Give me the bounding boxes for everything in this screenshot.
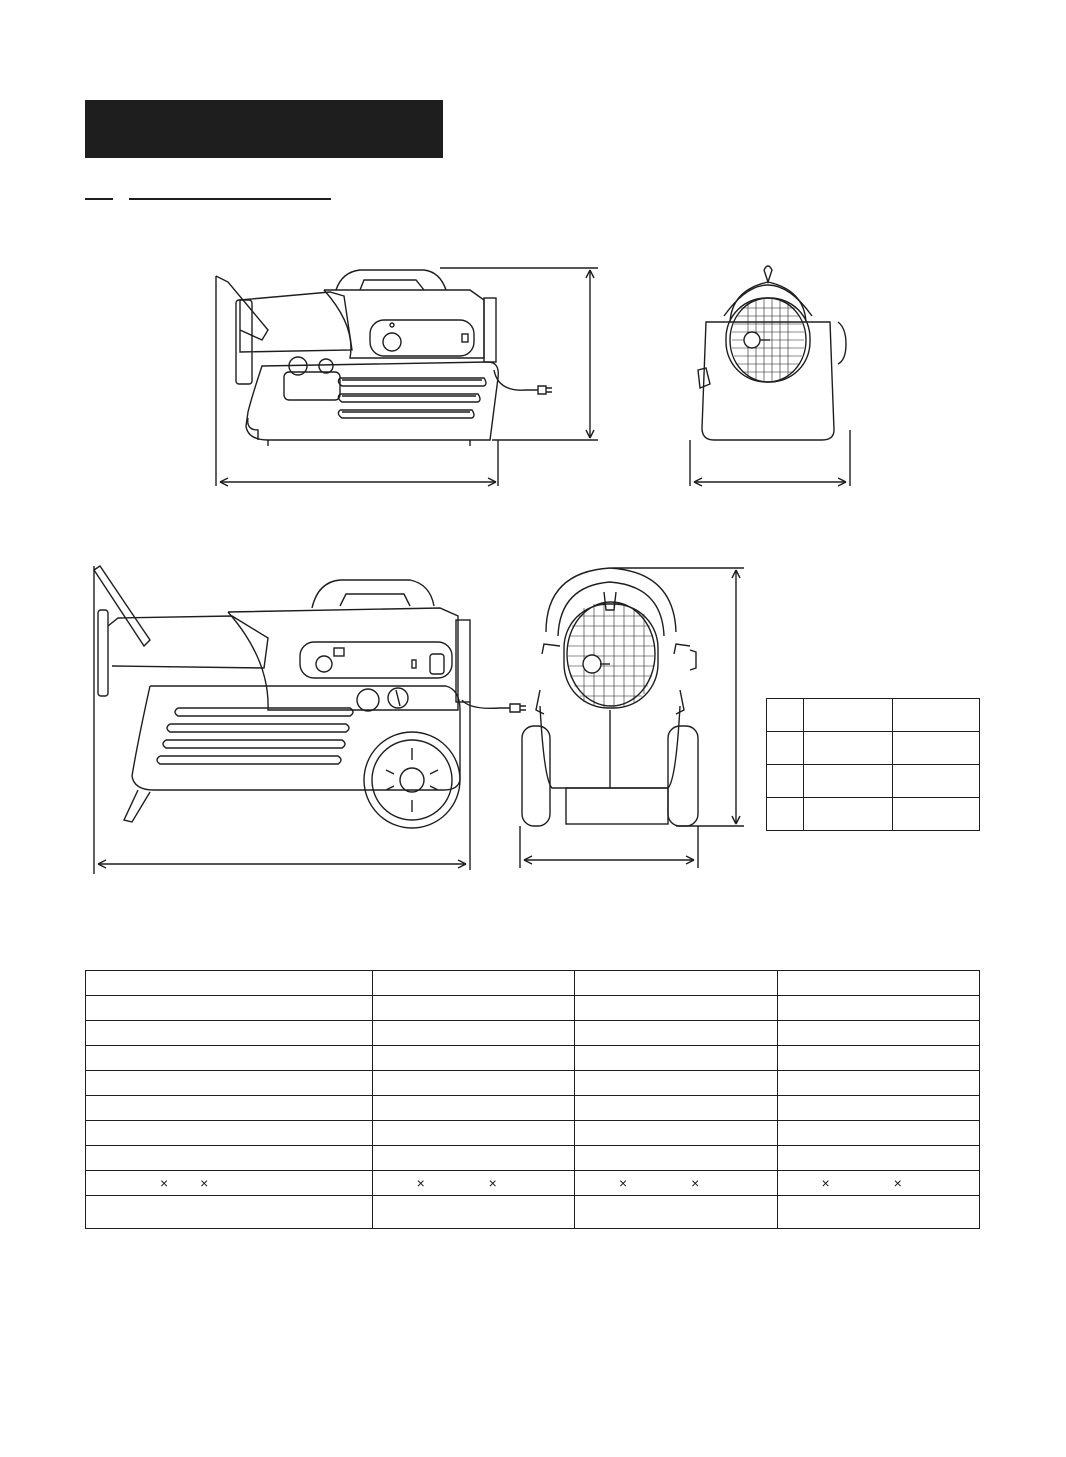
spec-table-cell: × × [575,1171,777,1196]
spec-table-cell [372,1071,574,1096]
spec-table-cell [777,1071,980,1096]
spec-table-cell [575,1046,777,1071]
spec-table-cell [86,1021,373,1046]
spec-table-row [86,1096,980,1121]
large-heater-front-view [520,568,744,868]
spec-table-cell [777,1146,980,1171]
legend-table-cell [804,798,893,831]
legend-table-cell [767,732,804,765]
legend-table-cell [893,699,980,732]
spec-table-cell [86,971,373,996]
spec-table-cell [86,996,373,1021]
spec-table-cell [575,1146,777,1171]
spec-table-cell [372,1121,574,1146]
spec-table-row [86,1121,980,1146]
spec-table-cell [86,1071,373,1096]
spec-table-cell [777,996,980,1021]
legend-table-cell [893,798,980,831]
spec-table-cell: × × [86,1171,373,1196]
legend-table-row [767,765,980,798]
spec-table-cell [372,996,574,1021]
spec-table-cell [372,971,574,996]
spec-table-cell [777,1046,980,1071]
legend-table-row [767,798,980,831]
spec-table-row [86,996,980,1021]
spec-table-cell [575,1196,777,1229]
legend-table-row [767,732,980,765]
legend-table-cell [804,765,893,798]
spec-table-cell [86,1046,373,1071]
spec-table-row [86,971,980,996]
spec-table-cell [575,971,777,996]
spec-table-cell [372,1046,574,1071]
spec-table-cell [777,971,980,996]
spec-table-cell [372,1096,574,1121]
legend-table-cell [804,699,893,732]
spec-table-cell [372,1146,574,1171]
spec-table-row [86,1196,980,1229]
small-heater-front-view [690,266,850,486]
spec-table-row [86,1171,980,1196]
spec-table-cell [86,1096,373,1121]
spec-table-cell [372,1021,574,1046]
spec-table-cell: × × [777,1171,980,1196]
legend-table-cell [804,732,893,765]
small-heater-side-view [216,268,598,486]
spec-table-cell [575,1096,777,1121]
spec-table-cell [777,1096,980,1121]
spec-table-row [86,1046,980,1071]
spec-table-row [86,1071,980,1096]
legend-table-cell [767,699,804,732]
large-heater-side-view [94,566,526,874]
specifications-table [85,970,980,1229]
legend-table-cell [893,732,980,765]
spec-table-cell [777,1021,980,1046]
legend-table-cell [767,798,804,831]
spec-table-cell [372,1196,574,1229]
legend-table-cell [767,765,804,798]
spec-table-cell [86,1196,373,1229]
spec-table-cell [777,1121,980,1146]
spec-table-cell [86,1146,373,1171]
legend-table-cell [893,765,980,798]
model-legend-table [766,698,980,831]
spec-table-cell [575,996,777,1021]
spec-table-cell [575,1021,777,1046]
spec-table-cell: × × [372,1171,574,1196]
spec-table-cell [575,1071,777,1096]
spec-table-cell [86,1121,373,1146]
spec-table-row [86,1021,980,1046]
spec-table-cell [575,1121,777,1146]
legend-table-row [767,699,980,732]
spec-table-cell [777,1196,980,1229]
spec-table-row [86,1146,980,1171]
